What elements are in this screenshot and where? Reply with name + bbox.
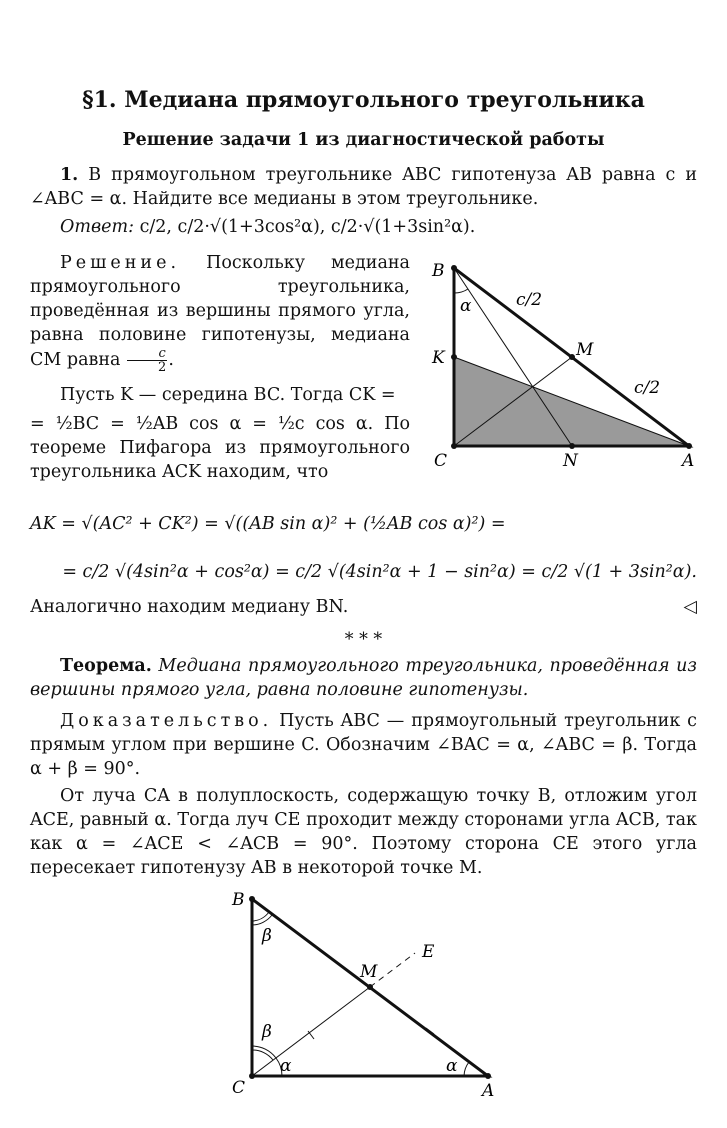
label-m: M — [576, 340, 594, 360]
label-alpha-1: α — [280, 1056, 292, 1076]
label-c-half-1: c/2 — [516, 290, 543, 310]
point-c — [451, 443, 457, 449]
final-line — [30, 595, 697, 619]
end-of-proof-mark: ◁ — [683, 597, 697, 617]
problem-text: В прямоугольном треугольнике ABC гипотенуза AB равна c и ∠ABC = α. Найдите все медианы в этом треугольнике. — [30, 165, 697, 209]
tick-cm — [308, 1031, 314, 1039]
proof-text-1: Пусть ABC — прямоугольный треугольник с прямым углом при вершине C. Обозначим ∠BAC = α, ∠ABC = β. Тогда α + β = 90°. — [30, 711, 697, 779]
label-a-2: A — [482, 1081, 495, 1101]
figure-theorem-proof — [220, 885, 520, 1110]
point-a — [686, 443, 692, 449]
label-c-2: C — [232, 1078, 246, 1098]
equation-1 — [30, 512, 697, 536]
point-b — [451, 265, 457, 271]
label-e: E — [422, 942, 435, 962]
label-alpha: α — [460, 296, 472, 316]
point-c-2 — [249, 1073, 255, 1079]
solution-text-1: Поскольку медиана прямоугольного треугольника, проведённая из вершины прямого угла, равна половине гипотенузы, медиана CM равна — [30, 253, 410, 370]
page-title: §1. Медиана прямоугольного треугольника — [82, 87, 645, 113]
angle-arc-b-inner — [252, 912, 269, 921]
theorem-text: Медиана прямоугольного треугольника, проведённая из вершины прямого угла, равна половине гипотенузы. — [30, 656, 697, 700]
problem-statement — [30, 163, 697, 211]
angle-arc-b-outer — [252, 915, 272, 925]
proof-paragraph-2 — [30, 784, 697, 880]
solution-text-2b: = ½BC = ½AB cos α = ½c cos α. По теореме Пифагора из прямоугольного треугольника ACK находим, что — [30, 414, 410, 482]
label-alpha-2: α — [446, 1056, 458, 1076]
point-k — [451, 354, 457, 360]
theorem-label: Теорема. — [60, 656, 152, 676]
proof-paragraph-1 — [30, 709, 697, 781]
angle-arc-b — [454, 289, 468, 293]
label-beta-1: β — [262, 926, 272, 946]
label-b-2: B — [232, 890, 245, 910]
proof-label: Доказательство. — [60, 711, 273, 731]
label-beta-2: β — [262, 1022, 272, 1042]
point-m — [569, 354, 575, 360]
solution-paragraph-1: Решение. Поскольку медиана прямоугольного треугольника, проведённая из вершины прямого угла, равна половине гипотенузы, медиана CM равна $\frac{c}{2}$ . — [30, 253, 410, 375]
theorem-block — [30, 654, 697, 702]
label-c: C — [434, 451, 448, 471]
figure-triangle-medians — [420, 255, 710, 475]
answer-line — [30, 215, 697, 239]
label-k: K — [432, 348, 445, 368]
fraction-c-2: $\frac{c}{2}$ — [127, 347, 167, 374]
label-m-2: M — [360, 962, 378, 982]
label-n: N — [563, 451, 578, 471]
label-b: B — [432, 261, 445, 281]
angle-arc-a — [464, 1062, 469, 1076]
label-c-half-2: c/2 — [634, 378, 661, 398]
final-text: Аналогично находим медиану BN. — [30, 597, 349, 617]
solution-label: Решение. — [60, 253, 181, 273]
equation-2-text: = c/2 √(4sin²α + cos²α) = c/2 √(4sin²α + 1 − sin²α) = c/2 √(1 + 3sin²α). — [62, 562, 697, 582]
section-separator: * * * — [344, 630, 383, 650]
section-subtitle: Решение задачи 1 из диагностической работы — [122, 130, 605, 150]
point-n — [569, 443, 575, 449]
point-b-2 — [249, 896, 255, 902]
answer-label: Ответ: — [60, 217, 134, 237]
point-a-2 — [485, 1073, 491, 1079]
equation-2 — [30, 560, 697, 584]
solution-paragraph-2b — [30, 412, 410, 484]
equation-1-text: AK = √(AC² + CK²) = √((AB sin α)² + (½AB cos α)²) = — [30, 514, 506, 534]
answer-formula: c/2, c/2·√(1+3cos²α), c/2·√(1+3sin²α). — [139, 217, 476, 237]
proof-text-2: От луча CA в полуплоскость, содержащую точку B, отложим угол ACE, равный α. Тогда луч CE проходит между сторонами угла ACB, так как α = ∠ACE < ∠ACB = 90°. Поэтому сторона CE этого угла пересекает гипотенузу AB в некоторой точке M. — [30, 786, 697, 878]
solution-text-2a: Пусть K — середина BC. Тогда CK = — [60, 385, 396, 405]
solution-paragraph-2a — [30, 383, 410, 407]
problem-number: 1. — [60, 165, 79, 185]
point-m-2 — [367, 984, 373, 990]
label-a: A — [682, 451, 695, 471]
